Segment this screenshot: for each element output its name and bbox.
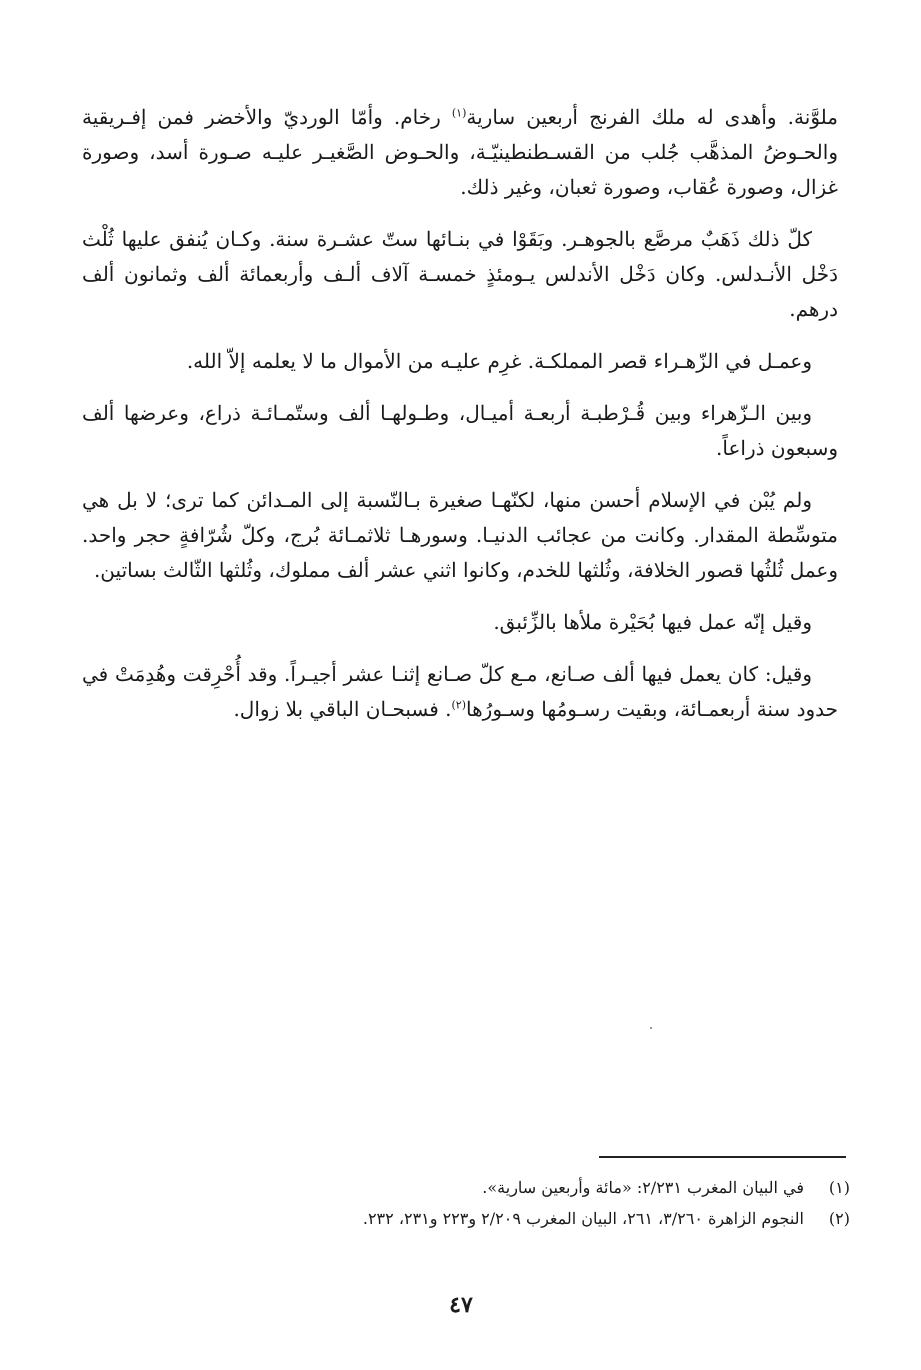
paragraph-1 (82, 100, 838, 205)
paragraph-7 (82, 657, 838, 727)
footnote-2 (200, 1203, 850, 1234)
paragraph-2 (82, 222, 838, 327)
paragraph-3-text: وعمـل في الزّهـراء قصر المملكـة. غرِم عليـه من الأموال ما لا يعلمه إلاّ الله. (186, 349, 812, 373)
footnote-ref-1: (١) (451, 106, 467, 120)
footnote-1 (200, 1172, 850, 1203)
paragraph-7-text-cont: . فسبحـان الباقي بلا زوال. (233, 697, 452, 721)
footnote-separator (599, 1156, 846, 1158)
paragraph-5 (82, 483, 838, 588)
footnote-1-number: (١) (828, 1178, 850, 1197)
footnote-1-text: في البيان المغرب ٢/٢٣١: «مائة وأربعين سارية». (482, 1178, 804, 1197)
footnotes (200, 1172, 850, 1234)
paragraph-2-text: كلّ ذلك ذَهَبٌ مرصَّع بالجوهـر. وبَقَوْا في بنـائها ستّ عشـرة سنة. وكـان يُنفق عليها ثُلْث دَخْل الأنـدلس. وكان دَخْل الأندلس يـومئذٍ خمسـة آلاف ألـف وأربعمائة ألف وثمانون ألف درهم. (82, 227, 838, 321)
paragraph-3 (82, 344, 838, 379)
paragraph-1-text-cont: رخام. وأمّا الورديّ والأخضر فمن إفـريقية والحـوضُ المذهَّب جُلب من القسـطنطينيّـة، والحـوض الصَّغيـر عليـه صـورة أسد، وصورة غزال، وصورة عُقاب، وصورة ثعبان، وغير ذلك. (82, 105, 838, 199)
paragraph-4-text: وبين الـزّهراء وبين قُـرْطبـة أربعـة أميـال، وطـولهـا ألف وستّمـائـة ذراع، وعرضها ألف وسبعون ذراعاً. (82, 401, 838, 460)
print-speck (650, 1027, 652, 1029)
paragraph-7-text: وقيل: كان يعمل فيها ألف صـانع، مـع كلّ صـانع إثنـا عشر أجيـراً. وقد أُحْرِقت وهُدِمَتْ في حدود سنة أربعمـائة، وبقيت رسـومُها وسـورُها (82, 662, 838, 721)
footnote-ref-2: (٢) (451, 698, 467, 712)
page-number: ٤٧ (449, 1292, 473, 1318)
footnote-2-number: (٢) (828, 1209, 850, 1228)
footnote-2-text: النجوم الزاهرة ٣/٢٦٠، ٢٦١، البيان المغرب ٢/٢٠٩ و٢٢٣ و٢٣١، ٢٣٢. (362, 1209, 804, 1228)
paragraph-1-text: ملوَّنة. وأهدى له ملك الفرنج أربعين سارية (466, 105, 838, 129)
paragraph-6 (82, 605, 838, 640)
paragraph-4 (82, 396, 838, 466)
paragraph-5-text: ولم يُبْن في الإسلام أحسن منها، لكنّهـا صغيرة بـالنّسبة إلى المـدائن كما ترى؛ لا بل هي متوسِّطة المقدار. وكانت من عجائب الدنيـا. وسورهـا ثلاثمـائة بُرج، وكلّ شُرّافةٍ حجر واحد. وعمل ثُلثُها قصور الخلافة، وثُلثها للخدم، وكانوا اثني عشر ألف مملوك، وثُلثها الثّالث بساتين. (82, 488, 838, 582)
main-text (82, 100, 838, 744)
paragraph-6-text: وقيل إنّه عمل فيها بُحَيْرة ملأها بالزِّئبق. (493, 610, 812, 634)
